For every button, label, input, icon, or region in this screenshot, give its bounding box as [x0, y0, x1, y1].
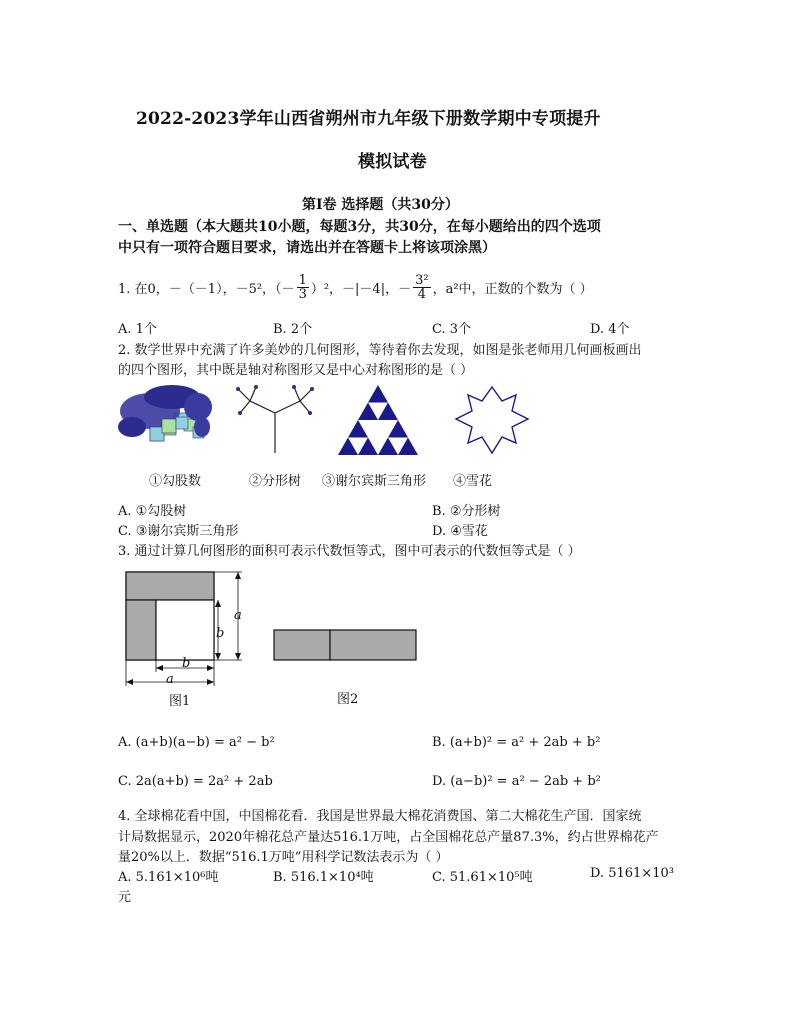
q3-option-c: C. 2a(a+b) = 2a² + 2ab [118, 774, 273, 789]
q3-option-b: B. (a+b)² = a² + 2ab + b² [432, 735, 601, 750]
q4-option-d-overflow: 元 [118, 890, 132, 905]
q4-option-a: A. 5.161×10⁶吨 [118, 870, 219, 885]
fractal-tree-figure [236, 385, 314, 453]
q3-figure-2 [274, 630, 416, 660]
q2-caption-2: ②分形树 [249, 474, 302, 489]
q4-option-d: D. 5161×10³ [590, 866, 674, 881]
q1-frac1-den: 3 [298, 287, 307, 302]
q3-label-a-bottom: a [166, 672, 174, 687]
q2-figures [110, 383, 550, 463]
q2-caption-3: ③谢尔宾斯三角形 [322, 474, 427, 489]
q2-option-b: B. ②分形树 [432, 504, 501, 519]
q4-line1: 4. 全球棉花看中国，中国棉花看．我国是世界最大棉花消费国、第二大棉花生产国．国家统 [118, 809, 642, 824]
q1-option-d: D. 4个 [590, 322, 630, 337]
q3-option-a: A. (a+b)(a−b) = a² − b² [118, 735, 275, 750]
q3-fig2-caption: 图2 [337, 692, 359, 707]
doc-title-line2: 模拟试卷 [358, 152, 427, 172]
pythagoras-tree-figure [118, 385, 212, 441]
q1-stem [118, 274, 593, 301]
q3-label-b-right: b [216, 626, 225, 641]
q2-line2: 的四个图形，其中既是轴对称图形又是中心对称图形的是（ ） [118, 363, 474, 378]
q2-caption-1: ①勾股数 [149, 474, 202, 489]
q4-line2: 计局数据显示，2020年棉花总产量达516.1万吨，占全国棉花总产量87.3%，约占世界棉花产 [118, 830, 659, 845]
q2-option-a: A. ①勾股树 [118, 504, 187, 519]
q2-option-c: C. ③谢尔宾斯三角形 [118, 524, 239, 539]
q2-option-d: D. ④雪花 [432, 524, 488, 539]
q1-suffix: ，a²中，正数的个数为（ ） [432, 282, 593, 297]
q3-fig1-caption: 图1 [169, 694, 191, 709]
q4-option-c: C. 51.61×10⁵吨 [432, 870, 533, 885]
q4-option-b: B. 516.1×10⁴吨 [273, 870, 374, 885]
q1-fraction-2 [413, 274, 430, 301]
q1-frac2-num: 3² [415, 273, 429, 288]
section-heading: 第Ⅰ卷 选择题（共30分） [302, 197, 459, 213]
q3-figures [118, 564, 428, 688]
q2-line1: 2. 数学世界中充满了许多美妙的几何图形，等待着你去发现，如图是张老师用几何画板画出 [118, 343, 642, 358]
q1-mid: ）²，－|－4|，－ [310, 282, 412, 297]
part-heading-line2: 中只有一项符合题目要求，请选出并在答题卡上将该项涂黑） [118, 240, 496, 256]
q3-label-b-bottom: b [182, 656, 191, 671]
q1-option-b: B. 2个 [273, 322, 313, 337]
q1-prefix: 1. 在0，－（－1），－5²，（－ [118, 282, 295, 297]
q1-option-a: A. 1个 [118, 322, 157, 337]
q3-line1: 3. 通过计算几何图形的面积可表示代数恒等式，图中可表示的代数恒等式是（ ） [118, 544, 581, 559]
q1-frac2-den: 4 [417, 287, 426, 302]
q1-option-c: C. 3个 [432, 322, 472, 337]
q2-caption-4: ④雪花 [453, 474, 493, 489]
koch-snowflake-figure [456, 387, 528, 453]
doc-title-line1: 2022-2023学年山西省朔州市九年级下册数学期中专项提升 [136, 109, 601, 129]
q1-frac1-num: 1 [298, 273, 307, 288]
sierpinski-triangle-figure [338, 385, 418, 455]
part-heading-line1: 一、单选题（本大题共10小题，每题3分，共30分，在每小题给出的四个选项 [118, 219, 601, 235]
q3-option-d: D. (a−b)² = a² − 2ab + b² [432, 774, 601, 789]
q4-line3: 量20%以上．数据“516.1万吨”用科学记数法表示为（ ） [118, 850, 449, 865]
q3-label-a-right: a [234, 608, 242, 623]
q1-fraction-1 [297, 274, 309, 301]
